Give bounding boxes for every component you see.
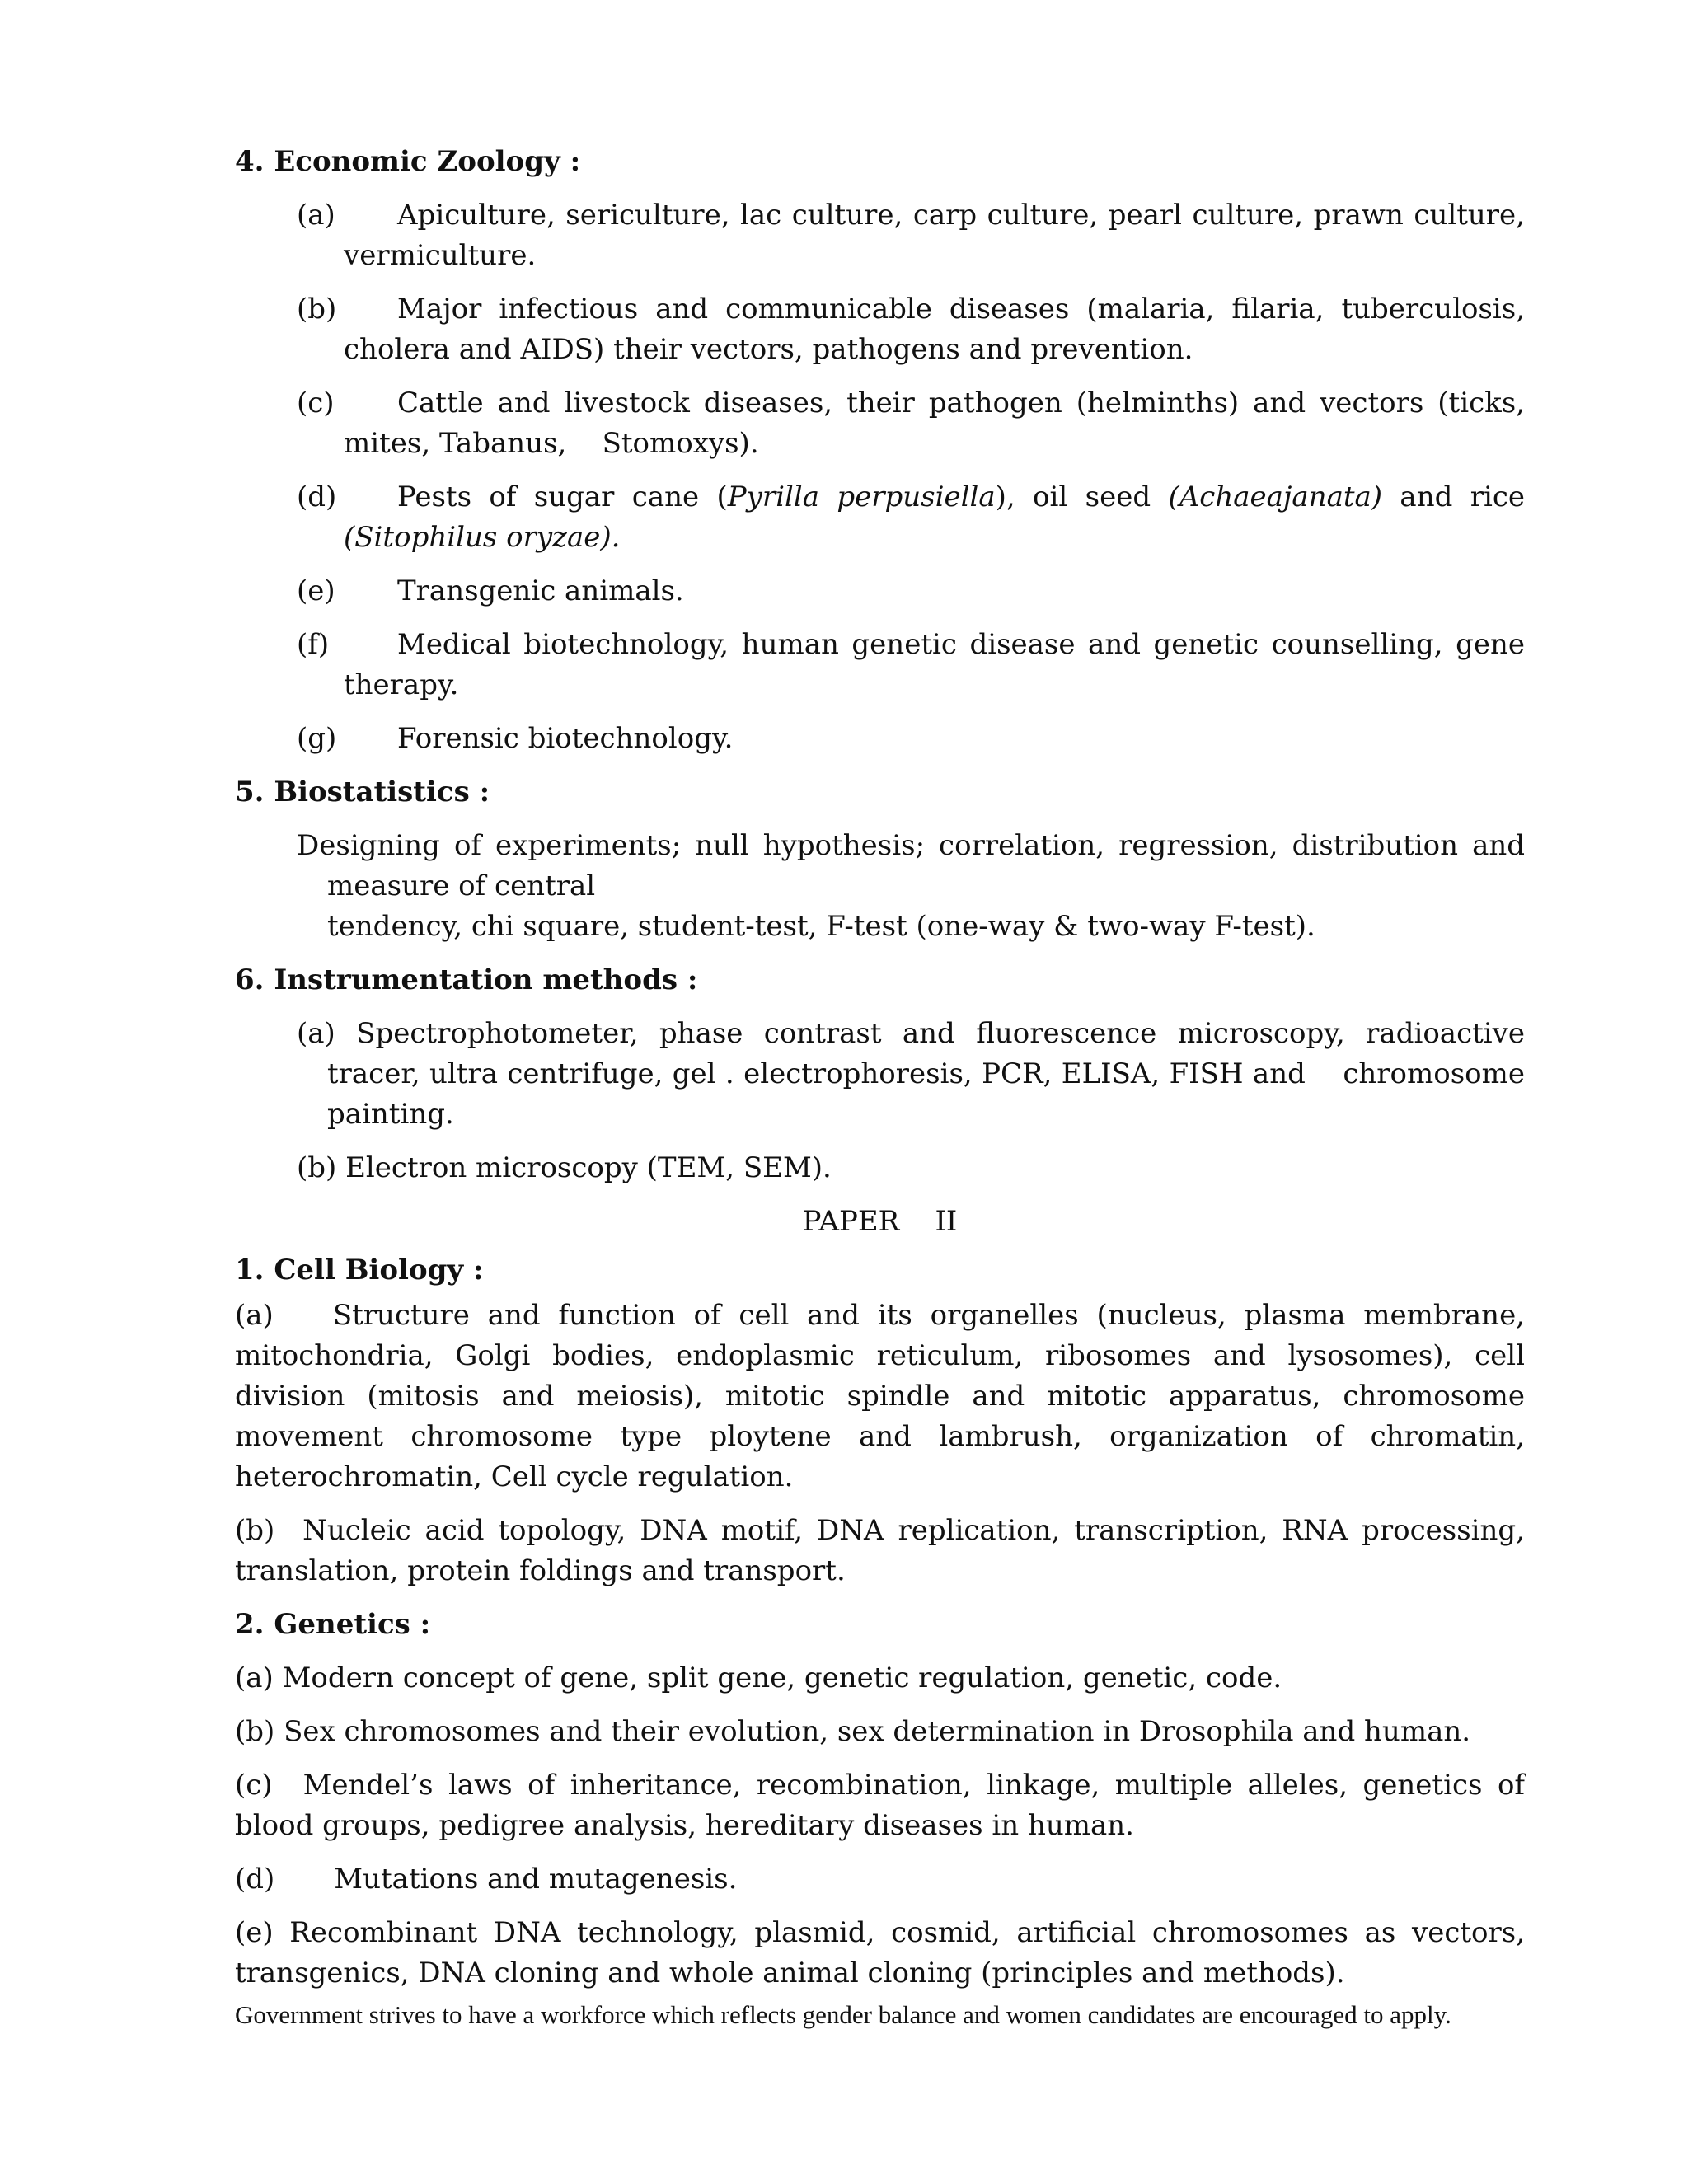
genetics-item-e: (e) Recombinant DNA technology, plasmid, cosmid, artificial chromosomes as vectors, transgenics, DNA cloning and whole animal cloning (principles and methods). — [235, 1916, 1525, 1990]
item-text: Apiculture, sericulture, lac culture, carp culture, pearl culture, prawn culture, vermiculture. — [344, 199, 1525, 272]
cell-biology-paragraph-b: (b) Nucleic acid topology, DNA motif, DNA replication, transcription, RNA processing, translation, protein foldings and transport. — [235, 1514, 1534, 1587]
item-text: Transgenic animals. — [397, 574, 684, 607]
item-text: Medical biotechnology, human genetic disease and genetic counselling, gene therapy. — [344, 628, 1525, 701]
genetics-item-b: (b) Sex chromosomes and their evolution, sex determination in Drosophila and human. — [235, 1715, 1471, 1748]
item-label: (f) — [297, 628, 330, 661]
list-item — [297, 625, 1525, 705]
section-heading-cell-biology: 1. Cell Biology : — [235, 1254, 484, 1286]
item-text-part: Pests of sugar cane ( — [397, 480, 728, 513]
item-text: Mutations and mutagenesis. — [334, 1863, 738, 1896]
section-heading-instrumentation: 6. Instrumentation methods : — [235, 963, 698, 996]
item-text: Major infectious and communicable diseases (malaria, filaria, tuberculosis, cholera and AIDS) their vectors, pathogens and prevention. — [344, 293, 1525, 366]
item-text: Cattle and livestock diseases, their pathogen (helminths) and vectors (ticks, mites, Tabanus, Stomoxys). — [344, 387, 1534, 460]
list-item — [297, 289, 1525, 370]
species-name: (Sitophilus oryzae). — [344, 521, 621, 554]
section-heading-genetics: 2. Genetics : — [235, 1608, 431, 1641]
paragraph-line: tendency, chi square, student-test, F-test (one-way & two-way F-test). — [327, 910, 1315, 943]
cell-biology-paragraph-a — [235, 1296, 1525, 1497]
genetics-item-c: (c) Mendel’s laws of inheritance, recombination, linkage, multiple alleles, genetics of blood groups, pedigree analysis, hereditary diseases in human. — [235, 1769, 1534, 1842]
item-label: (e) — [297, 574, 335, 607]
list-item — [297, 571, 1525, 612]
item-label: (g) — [297, 722, 337, 755]
species-name: (Achaeajanata) — [1168, 480, 1383, 513]
item-label: (c) — [297, 387, 335, 419]
document-body — [235, 142, 1534, 2007]
footer-note: Government strives to have a workforce which reflects gender balance and women candidates are encouraged to apply. — [235, 2000, 1451, 2029]
list-item: (a) Spectrophotometer, phase contrast and fluorescence microscopy, radioactive tracer, ultra centrifuge, gel . electrophoresis, PCR, ELISA, FISH and chromosome painting. — [297, 1017, 1534, 1131]
species-name: Pyrilla perpusiella — [727, 480, 996, 513]
item-text-part: and rice — [1382, 480, 1526, 513]
item-text-part: ), oil seed — [995, 480, 1169, 513]
genetics-item-d — [235, 1859, 1525, 1900]
item-text: Forensic biotechnology. — [397, 722, 734, 755]
section-heading-biostatistics: 5. Biostatistics : — [235, 776, 490, 808]
item-label: (d) — [297, 480, 337, 513]
item-label: (b) — [297, 293, 337, 326]
item-label: (a) — [235, 1299, 274, 1332]
list-item — [297, 719, 1525, 759]
biostatistics-paragraph — [297, 826, 1525, 947]
item-text: Structure and function of cell and its organelles (nucleus, plasma membrane, mitochondria, Golgi bodies, endoplasmic reticulum, ribosomes and lysosomes), cell division (mitosis and meiosis), mitotic spindle and mitotic apparatus, chromosome movement chromosome type ploytene and lambrush, organization of chromatin, heterochromatin, Cell cycle regulation. — [235, 1299, 1525, 1493]
item-text — [344, 480, 1525, 554]
item-label: (d) — [235, 1863, 275, 1896]
paper-title: PAPER II — [802, 1205, 958, 1238]
genetics-item-a: (a) Modern concept of gene, split gene, genetic regulation, genetic, code. — [235, 1661, 1282, 1694]
list-item — [297, 477, 1525, 558]
paragraph-line: Designing of experiments; null hypothesis; correlation, regression, distribution and measure of central — [297, 829, 1525, 902]
list-item — [297, 195, 1525, 276]
list-item: (b) Electron microscopy (TEM, SEM). — [297, 1151, 832, 1184]
list-item — [297, 383, 1534, 464]
section-heading-economic-zoology: 4. Economic Zoology : — [235, 145, 581, 178]
item-label: (a) — [297, 199, 335, 232]
